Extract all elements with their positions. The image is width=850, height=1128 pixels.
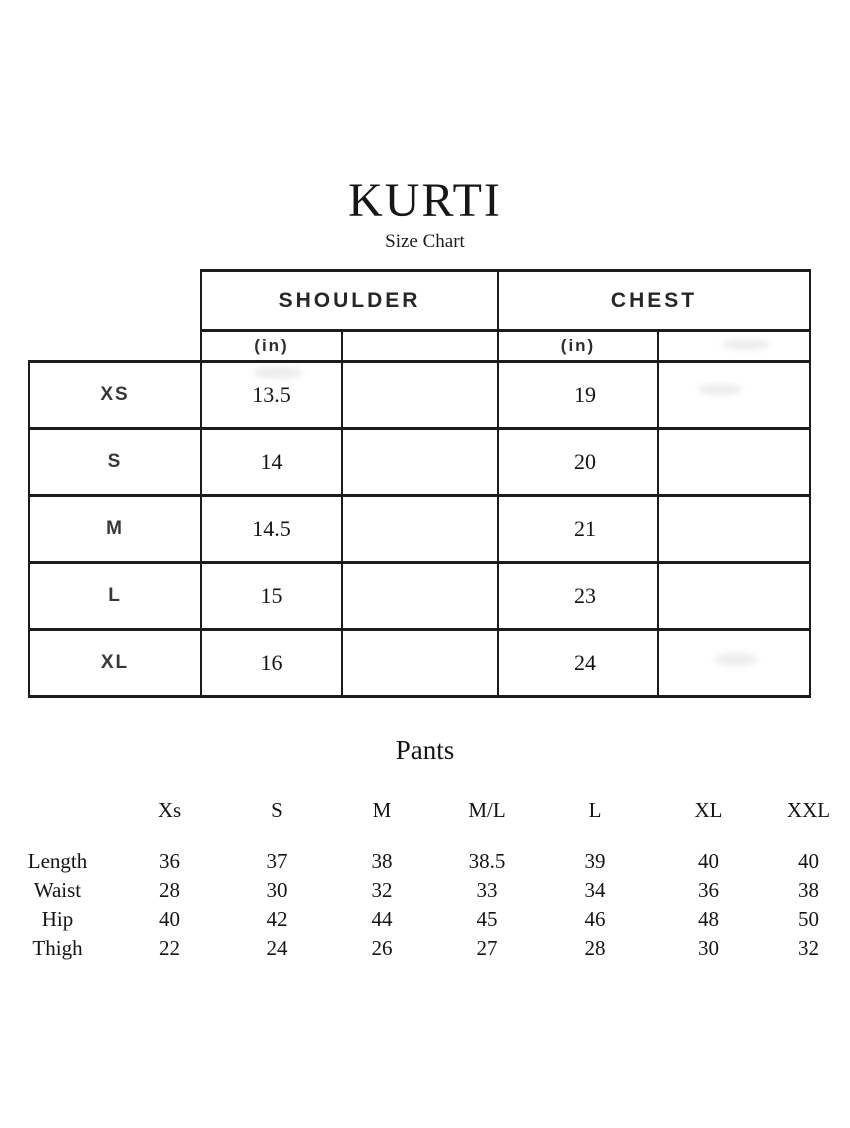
pants-spacer-row bbox=[0, 825, 850, 847]
pants-value: 36 bbox=[159, 849, 180, 873]
pants-value: 39 bbox=[584, 849, 606, 873]
size-label: L bbox=[29, 563, 201, 630]
pants-value: 32 bbox=[371, 878, 393, 902]
pants-column-header: M bbox=[372, 797, 392, 822]
chest-value: 20 bbox=[498, 429, 658, 496]
pants-column-header: XL bbox=[694, 797, 723, 822]
kurti-shoulder-empty-header bbox=[342, 331, 498, 362]
kurti-header-row bbox=[29, 271, 810, 331]
empty-cell bbox=[342, 496, 498, 563]
pants-row-thigh bbox=[0, 934, 850, 963]
pants-value: 32 bbox=[798, 936, 819, 960]
empty-cell bbox=[342, 362, 498, 429]
chest-value: 19 bbox=[498, 362, 658, 429]
pants-row-label: Hip bbox=[41, 907, 74, 931]
pants-row-label: Length bbox=[27, 849, 88, 873]
page-title: KURTI bbox=[348, 174, 502, 227]
pants-row-length bbox=[0, 847, 850, 876]
chest-value: 24 bbox=[498, 630, 658, 697]
shoulder-value: 15 bbox=[201, 563, 342, 630]
size-label: M bbox=[29, 496, 201, 563]
pants-value: 42 bbox=[266, 907, 288, 931]
shoulder-value: 13.5 bbox=[201, 362, 342, 429]
kurti-column-chest: CHEST bbox=[498, 271, 810, 331]
size-label: XL bbox=[29, 630, 201, 697]
pants-value: 33 bbox=[476, 878, 498, 902]
kurti-chest-unit: (in) bbox=[498, 331, 658, 362]
kurti-row-l bbox=[29, 563, 810, 630]
kurti-corner-spacer bbox=[29, 271, 201, 362]
shoulder-value: 14.5 bbox=[201, 496, 342, 563]
pants-value: 22 bbox=[159, 936, 180, 960]
pants-column-header: M/L bbox=[468, 797, 506, 822]
pants-value: 36 bbox=[698, 878, 719, 902]
pants-column-header: S bbox=[271, 797, 283, 822]
empty-cell bbox=[342, 630, 498, 697]
scan-artifact bbox=[722, 339, 770, 350]
pants-value: 27 bbox=[476, 936, 498, 960]
pants-value: 40 bbox=[798, 849, 819, 873]
pants-column-header: L bbox=[588, 797, 602, 822]
size-label: XS bbox=[29, 362, 201, 429]
kurti-column-shoulder: SHOULDER bbox=[201, 271, 498, 331]
chest-value: 23 bbox=[498, 563, 658, 630]
pants-value: 46 bbox=[584, 907, 606, 931]
pants-value: 40 bbox=[159, 907, 180, 931]
pants-size-table bbox=[0, 795, 850, 963]
pants-value: 38 bbox=[371, 849, 393, 873]
pants-row-waist bbox=[0, 876, 850, 905]
pants-value: 26 bbox=[371, 936, 393, 960]
shoulder-value: 14 bbox=[201, 429, 342, 496]
kurti-row-s bbox=[29, 429, 810, 496]
pants-value: 40 bbox=[698, 849, 719, 873]
pants-header-row bbox=[0, 795, 850, 825]
chest-value: 21 bbox=[498, 496, 658, 563]
kurti-row-xs bbox=[29, 362, 810, 429]
pants-value: 28 bbox=[584, 936, 606, 960]
scan-artifact bbox=[253, 366, 303, 379]
pants-section-title: Pants bbox=[395, 735, 455, 765]
pants-value: 37 bbox=[266, 849, 288, 873]
kurti-size-table bbox=[28, 269, 811, 698]
empty-cell bbox=[658, 563, 810, 630]
page-subtitle: Size Chart bbox=[385, 231, 465, 252]
pants-column-header: XXL bbox=[786, 797, 831, 822]
pants-value: 30 bbox=[698, 936, 719, 960]
pants-column-header: Xs bbox=[157, 797, 182, 822]
pants-value: 50 bbox=[798, 907, 819, 931]
pants-value: 48 bbox=[698, 907, 719, 931]
pants-value: 28 bbox=[159, 878, 180, 902]
pants-row-label: Waist bbox=[33, 878, 82, 902]
pants-row-label: Thigh bbox=[32, 936, 83, 960]
size-label: S bbox=[29, 429, 201, 496]
empty-cell bbox=[658, 429, 810, 496]
pants-value: 24 bbox=[266, 936, 288, 960]
pants-value: 30 bbox=[266, 878, 288, 902]
scan-artifact bbox=[714, 653, 758, 666]
pants-value: 38 bbox=[798, 878, 819, 902]
empty-cell bbox=[658, 362, 810, 429]
pants-corner-spacer bbox=[0, 795, 115, 825]
pants-value: 34 bbox=[584, 878, 606, 902]
shoulder-value: 16 bbox=[201, 630, 342, 697]
empty-cell bbox=[658, 496, 810, 563]
scan-artifact bbox=[698, 384, 742, 395]
spacer-cell bbox=[0, 825, 850, 847]
pants-value: 38.5 bbox=[468, 849, 506, 873]
empty-cell bbox=[342, 429, 498, 496]
pants-value: 44 bbox=[371, 907, 393, 931]
empty-cell bbox=[342, 563, 498, 630]
kurti-row-m bbox=[29, 496, 810, 563]
kurti-row-xl bbox=[29, 630, 810, 697]
pants-row-hip bbox=[0, 905, 850, 934]
pants-value: 45 bbox=[476, 907, 498, 931]
kurti-shoulder-unit: (in) bbox=[201, 331, 342, 362]
